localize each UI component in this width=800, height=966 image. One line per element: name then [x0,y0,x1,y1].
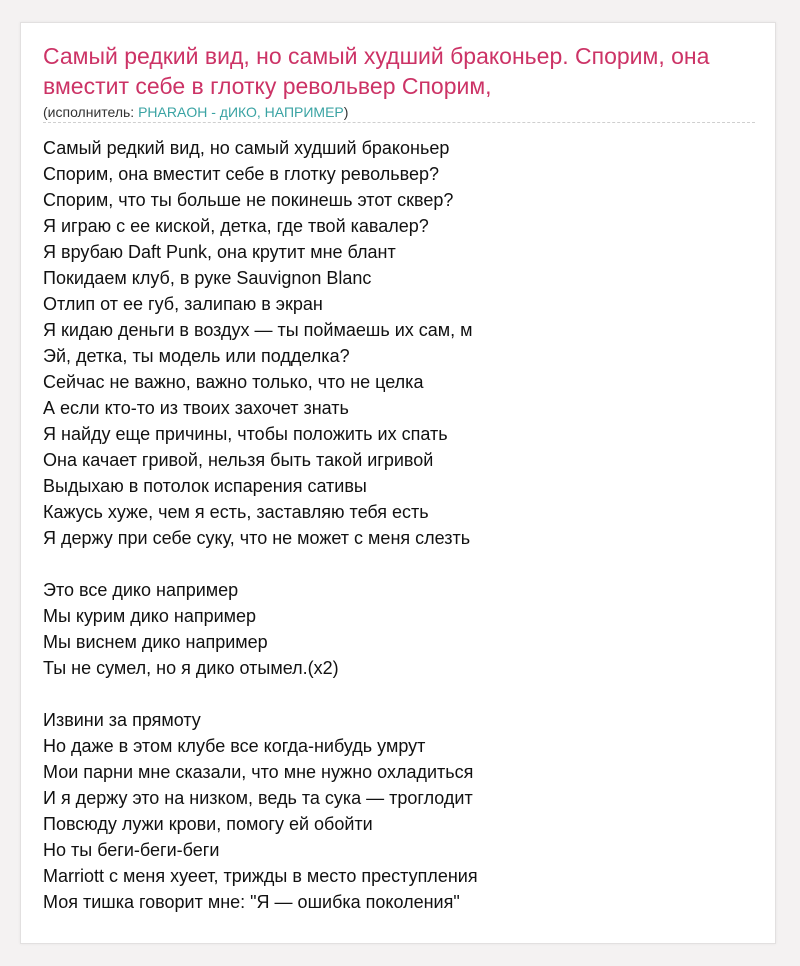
lyric-line: Я играю с ее киской, детка, где твой кавалер? [43,216,429,236]
lyric-line: Покидаем клуб, в руке Sauvignon Blanc [43,268,372,288]
lyric-line: А если кто-то из твоих захочет знать [43,398,349,418]
chorus [43,577,763,681]
lyric-line: Она качает гривой, нельзя быть такой игривой [43,450,434,470]
lyric-line: Выдыхаю в потолок испарения сативы [43,476,367,496]
lyrics-card [20,22,776,944]
lyric-line: Эй, детка, ты модель или подделка? [43,346,350,366]
lyric-line: Я врубаю Daft Punk, она крутит мне блант [43,242,396,262]
lyric-line: Мои парни мне сказали, что мне нужно охладиться [43,762,474,782]
verse-1 [43,135,763,551]
artist-prefix: (исполнитель: [43,104,139,120]
stanza-gap [43,551,763,577]
lyric-line: Моя тишка говорит мне: "Я — ошибка поколения" [43,892,460,912]
lyric-line: И я держу это на низком, ведь та сука — троглодит [43,788,473,808]
lyric-line: Извини за прямоту [43,710,201,730]
lyric-line: Отлип от ее губ, залипаю в экран [43,294,323,314]
lyric-line: Marriott с меня хуеет, трижды в место преступления [43,866,478,886]
artist-link[interactable]: PHARAOH - дИКО, НАПРИМЕР [138,104,344,120]
lyric-line: Но даже в этом клубе все когда-нибудь умрут [43,736,426,756]
lyric-line: Сейчас не важно, важно только, что не целка [43,372,424,392]
lyric-line: Мы виснем дико например [43,632,268,652]
verse-2 [43,707,763,915]
lyric-line: Спорим, она вместит себе в глотку револьвер? [43,164,440,184]
lyric-line: Самый редкий вид, но самый худший браконьер [43,138,450,158]
lyric-line: Кажусь хуже, чем я есть, заставляю тебя есть [43,502,429,522]
stanza-gap [43,681,763,707]
lyric-line: Я найду еще причины, чтобы положить их спать [43,424,448,444]
lyric-line: Спорим, что ты больше не покинешь этот сквер? [43,190,454,210]
lyric-line: Ты не сумел, но я дико отымел.(x2) [43,658,339,678]
artist-line [43,103,755,123]
artist-suffix: ) [343,104,349,120]
lyric-line: Но ты беги-беги-беги [43,840,220,860]
lyric-line: Я кидаю деньги в воздух — ты поймаешь их сам, м [43,320,473,340]
lyric-line: Повсюду лужи крови, помогу ей обойти [43,814,373,834]
lyrics-body [43,135,763,915]
lyric-line: Это все дико например [43,580,239,600]
lyric-line: Я держу при себе суку, что не может с меня слезть [43,528,471,548]
lyric-line: Мы курим дико например [43,606,257,626]
song-title: Самый редкий вид, но самый худший браконьер. Спорим, она вместит себе в глотку револьвер Спорим, [43,43,710,99]
